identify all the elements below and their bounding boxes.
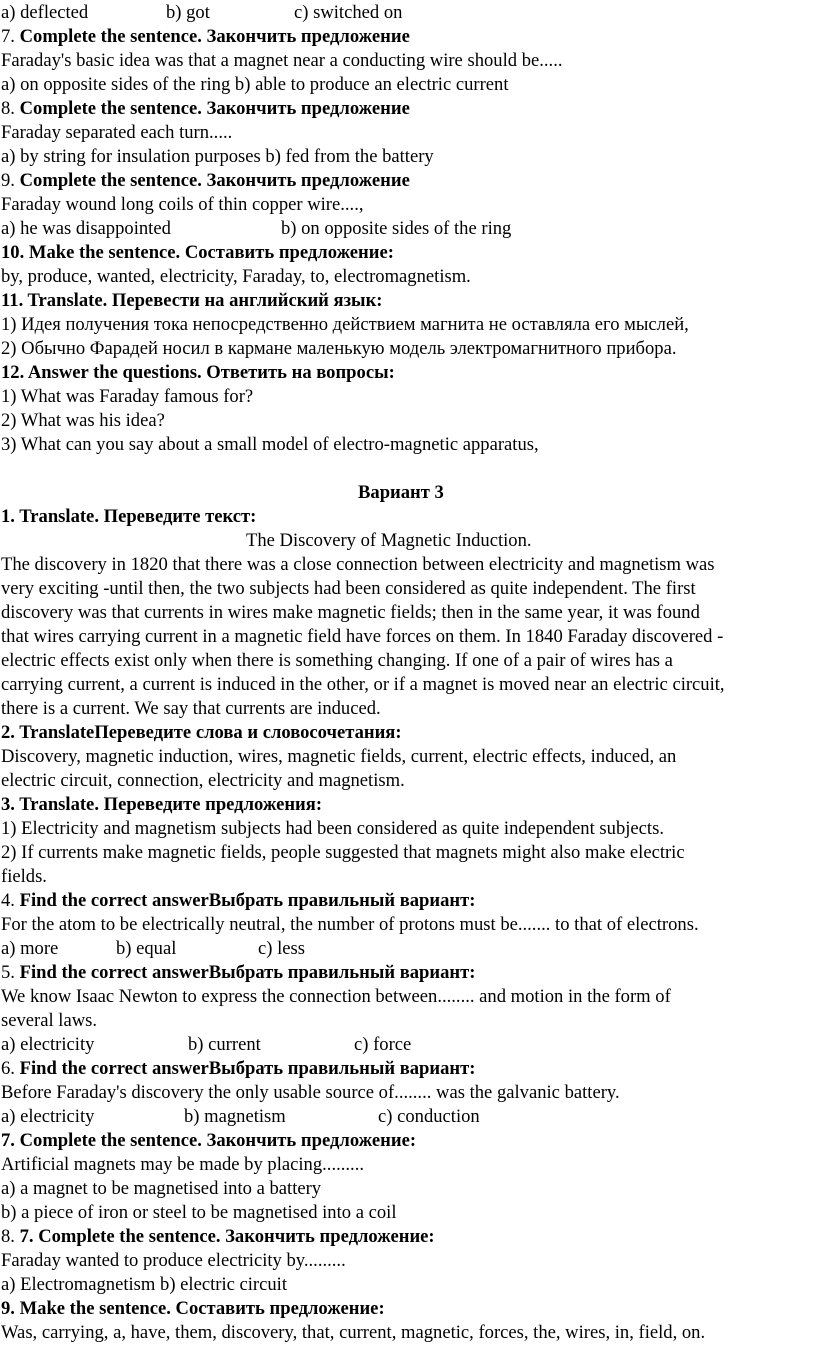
question-11-line-1: 1) Идея получения тока непосредственно действием магнита не оставляла его мыслей, [1, 314, 689, 335]
question-10-heading: 10. Make the sentence. Составить предложение: [1, 242, 394, 263]
variant-question-4-text: For the atom to be electrically neutral, the number of protons must be....... to that of electrons. [1, 914, 699, 935]
paragraph-line-4: that wires carrying current in a magnetic field have forces on them. In 1840 Faraday discovered - [1, 626, 724, 647]
variant-question-2-heading: 2. TranslateПереведите слова и словосочетания: [1, 722, 402, 743]
question-number: 4. [1, 890, 15, 911]
variant-question-3-heading: 3. Translate. Переведите предложения: [1, 794, 323, 815]
question-number: 8. [1, 1226, 15, 1247]
question-8-options: a) by string for insulation purposes b) fed from the battery [1, 146, 434, 167]
paragraph-line-6: carrying current, a current is induced in the other, or if a magnet is moved near an electric circuit, [1, 674, 725, 695]
question-number: 9. [1, 170, 15, 191]
option-b: b) got [166, 2, 210, 23]
question-heading-text: Find the correct answerВыбрать правильный вариант: [19, 1058, 476, 1079]
variant-question-9-heading: 9. Make the sentence. Составить предложение: [1, 1298, 385, 1319]
question-heading-text: Find the correct answerВыбрать правильный вариант: [19, 962, 476, 983]
question-12-line-3: 3) What can you say about a small model of electro-magnetic apparatus, [1, 434, 539, 455]
question-number: 8. [1, 98, 15, 119]
variant-question-5-line-1: We know Isaac Newton to express the connection between........ and motion in the form of [1, 986, 671, 1007]
question-12-line-2: 2) What was his idea? [1, 410, 165, 431]
question-7-heading [1, 26, 410, 48]
paragraph-line-3: discovery was that currents in wires make magnetic fields; then in the same year, it was found [1, 602, 700, 623]
paragraph-line-2: very exciting -until then, the two subjects had been considered as quite independent. The first [1, 578, 696, 599]
variant-question-1-heading: 1. Translate. Переведите текст: [1, 506, 257, 527]
question-9-heading [1, 170, 410, 192]
variant-question-7-text: Artificial magnets may be made by placing......... [1, 1154, 364, 1175]
question-7-text: Faraday's basic idea was that a magnet near a conducting wire should be..... [1, 50, 563, 71]
variant-question-2-line-1: Discovery, magnetic induction, wires, magnetic fields, current, electric effects, induced, an [1, 746, 677, 767]
question-number: 6. [1, 1058, 15, 1079]
question-12-line-1: 1) What was Faraday famous for? [1, 386, 254, 407]
question-heading-text: Complete the sentence. Закончить предложение [19, 26, 410, 47]
variant-question-5-option-a: a) electricity [1, 1034, 95, 1055]
variant-question-8-text: Faraday wanted to produce electricity by......... [1, 1250, 346, 1271]
variant-question-7-option-b: b) a piece of iron or steel to be magnetised into a coil [1, 1202, 397, 1223]
variant-question-3-line-1: 1) Electricity and magnetism subjects had been considered as quite independent subjects. [1, 818, 664, 839]
question-heading-text: Complete the sentence. Закончить предложение [19, 98, 410, 119]
question-8-text: Faraday separated each turn..... [1, 122, 233, 143]
question-8-heading [1, 98, 410, 120]
question-9-option-b: b) on opposite sides of the ring [281, 218, 512, 239]
text-subtitle: The Discovery of Magnetic Induction. [246, 530, 532, 551]
question-12-heading: 12. Answer the questions. Ответить на вопросы: [1, 362, 395, 383]
question-7-options: a) on opposite sides of the ring b) able to produce an electric current [1, 74, 509, 95]
question-number: 7. [1, 26, 15, 47]
paragraph-line-5: electric effects exist only when there is something changing. If one of a pair of wires has a [1, 650, 673, 671]
variant-question-6-option-a: a) electricity [1, 1106, 95, 1127]
variant-question-7-option-a: a) a magnet to be magnetised into a battery [1, 1178, 322, 1199]
question-9-text: Faraday wound long coils of thin copper wire...., [1, 194, 364, 215]
variant-question-8-heading [1, 1226, 435, 1248]
question-11-line-2: 2) Обычно Фарадей носил в кармане маленькую модель электромагнитного прибора. [1, 338, 677, 359]
question-heading-text: 7. Complete the sentence. Закончить предложение: [19, 1226, 435, 1247]
variant-question-6-option-c: c) conduction [378, 1106, 480, 1127]
question-9-option-a: a) he was disappointed [1, 218, 171, 239]
variant-question-2-line-2: electric circuit, connection, electricity and magnetism. [1, 770, 405, 791]
question-10-text: by, produce, wanted, electricity, Faraday, to, electromagnetism. [1, 266, 471, 287]
variant-question-9-text: Was, carrying, a, have, them, discovery, that, current, magnetic, forces, the, wires, in, field, on. [1, 1322, 706, 1343]
variant-question-6-heading [1, 1058, 475, 1080]
variant-question-4-option-a: a) more [1, 938, 59, 959]
question-heading-text: Find the correct answerВыбрать правильный вариант: [19, 890, 476, 911]
option-c: c) switched on [294, 2, 403, 23]
variant-question-4-heading [1, 890, 475, 912]
variant-question-4-option-b: b) equal [116, 938, 177, 959]
variant-question-5-line-2: several laws. [1, 1010, 98, 1031]
variant-question-5-heading [1, 962, 475, 984]
question-heading-text: Complete the sentence. Закончить предложение [19, 170, 410, 191]
variant-question-6-text: Before Faraday's discovery the only usable source of........ was the galvanic battery. [1, 1082, 620, 1103]
variant-question-4-option-c: c) less [258, 938, 305, 959]
variant-question-8-options: a) Electromagnetism b) electric circuit [1, 1274, 287, 1295]
variant-question-5-option-c: c) force [354, 1034, 412, 1055]
paragraph-line-7: there is a current. We say that currents are induced. [1, 698, 381, 719]
variant-title: Вариант 3 [358, 482, 444, 503]
question-11-heading: 11. Translate. Перевести на английский язык: [1, 290, 383, 311]
variant-question-7-heading: 7. Complete the sentence. Закончить предложение: [1, 1130, 417, 1151]
question-number: 5. [1, 962, 15, 983]
variant-question-6-option-b: b) magnetism [184, 1106, 286, 1127]
variant-question-5-option-b: b) current [188, 1034, 261, 1055]
paragraph-line-1: The discovery in 1820 that there was a close connection between electricity and magnetism was [1, 554, 715, 575]
variant-question-3-line-2: 2) If currents make magnetic fields, people suggested that magnets might also make electric [1, 842, 685, 863]
variant-question-3-line-3: fields. [1, 866, 47, 887]
option-a: a) deflected [1, 2, 89, 23]
